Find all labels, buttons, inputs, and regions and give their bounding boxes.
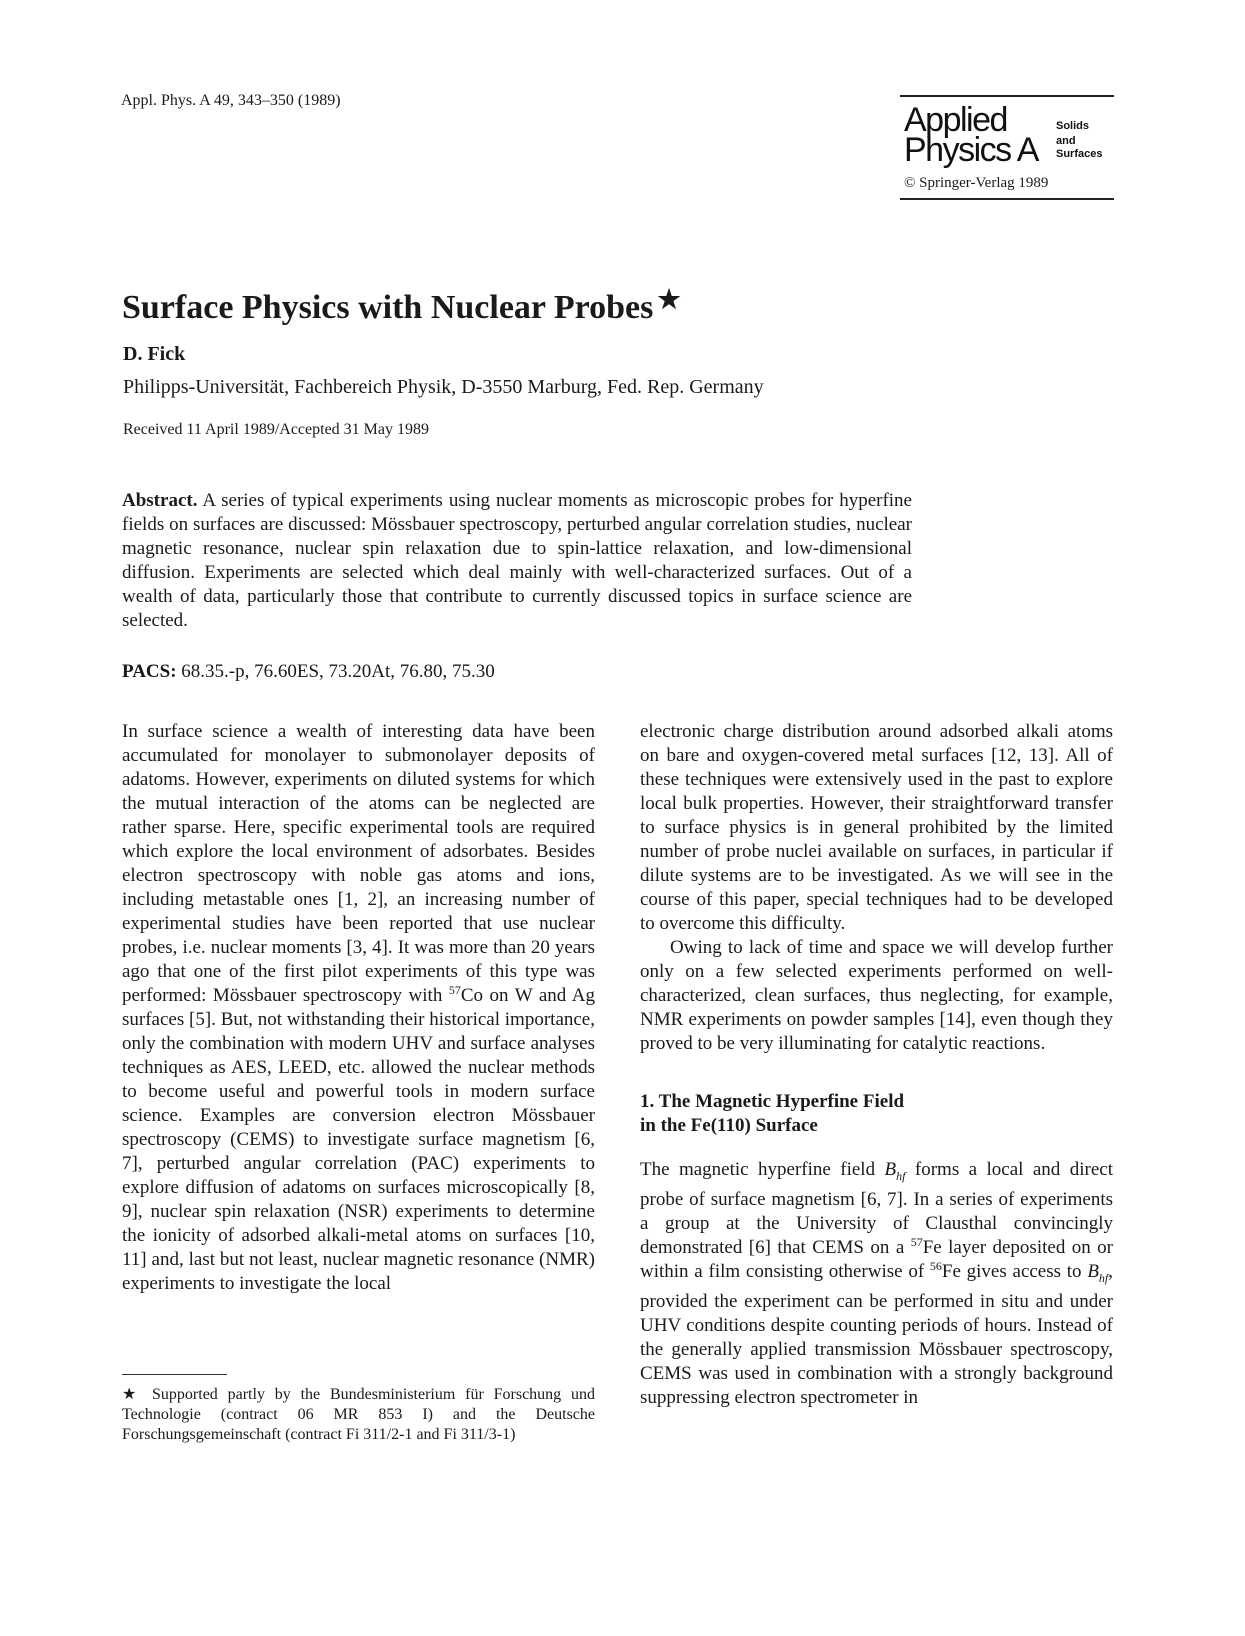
- logo-small-solids: Solids: [1056, 120, 1090, 132]
- copyright-line: © Springer-Verlag 1989: [904, 175, 1049, 191]
- logo-bottom-rule: [900, 198, 1114, 200]
- pacs-line: [122, 661, 495, 683]
- abstract: [122, 489, 912, 633]
- isotope-superscript-57: 57: [910, 1234, 923, 1249]
- left-column: [122, 720, 595, 1296]
- paragraph-owing: Owing to lack of time and space we will develop further only on a few selected experiments performed on well-characterized, clean surfaces, thus neglecting, for example, NMR experiments on powder samples [14], even though they proved to be very illuminating for catalytic reactions.: [640, 937, 1113, 1054]
- logo-small-surfaces: Surfaces: [1056, 148, 1103, 160]
- section-heading-line2: in the Fe(110) Surface: [640, 1115, 818, 1136]
- section-heading: [640, 1090, 1113, 1138]
- bhf-symbol: [884, 1159, 906, 1183]
- bhf-subscript: hf: [896, 1168, 906, 1183]
- received-dates: Received 11 April 1989/Accepted 31 May 1989: [123, 421, 429, 438]
- bhf-symbol-2: [1087, 1260, 1109, 1285]
- footnote-star: ★: [122, 1386, 143, 1403]
- section-text-part1: The magnetic hyperfine field: [640, 1159, 885, 1180]
- abstract-label: Abstract.: [122, 490, 198, 511]
- author-affiliation: Philipps-Universität, Fachbereich Physik, D-3550 Marburg, Fed. Rep. Germany: [123, 376, 764, 398]
- section-heading-line1: 1. The Magnetic Hyperfine Field: [640, 1091, 905, 1112]
- intro-text-part1: In surface science a wealth of interesting data have been accumulated for monolayer to submonolayer deposits of adatoms. However, experiments on diluted systems for which the mutual interaction of the atoms can be neglected are rather sparse. Here, specific experimental tools are required which explore the local environment of adsorbates. Besides electron spectroscopy with noble gas atoms and ions, including metastable ones [1, 2], an increasing number of experimental studies have been reported that use nuclear probes, i.e. nuclear moments [3, 4]. It was more than 20 years ago that one of the first pilot experiments of this type was performed: Mössbauer spectroscopy with: [122, 721, 595, 1006]
- article-title: [122, 285, 681, 327]
- bhf-letter-2: B: [1087, 1260, 1099, 1282]
- right-column: [640, 720, 1113, 1410]
- footnote-text: Supported partly by the Bundesministerium für Forschung und Technologie (contract 06 MR 853 I) and the Deutsche Forschungsgemeinschaft (contract Fi 311/2-1 and Fi 311/3-1): [122, 1386, 596, 1443]
- footnote: [122, 1385, 595, 1445]
- paragraph-continued: electronic charge distribution around adsorbed alkali atoms on bare and oxygen-covered metal surfaces [12, 13]. All of these techniques were extensively used in the past to explore local bulk properties. However, their straightforward transfer to surface physics is in general prohibited by the limited number of probe nuclei available on surfaces, in particular if dilute systems are to be investigated. As we will see in the course of this paper, special techniques had to be developed to overcome this difficulty.: [640, 721, 1113, 934]
- section-text-part4: Fe gives access to: [941, 1260, 1088, 1282]
- section-text-part3: Fe layer deposited on or within a film consisting otherwise of: [640, 1236, 1113, 1282]
- intro-paragraph: [122, 720, 595, 1296]
- section-text-part2: forms a local and direct probe of surface magnetism [6, 7]. In a series of experiments a group at the University of Clausthal convincingly demonstrated [6] that CEMS on a: [640, 1159, 1113, 1258]
- pacs-codes: 68.35.-p, 76.60ES, 73.20At, 76.80, 75.30: [176, 661, 495, 682]
- section-paragraph: [640, 1158, 1113, 1410]
- bhf-subscript-2: hf: [1098, 1270, 1109, 1285]
- section-text-part5: , provided the experiment can be performed in situ and under UHV conditions despite counting periods of hours. Instead of the generally applied transmission Mössbauer spectroscopy, CEMS was used in combination with a strongly background suppressing electron spectrometer in: [640, 1260, 1114, 1408]
- title-text: Surface Physics with Nuclear Probes: [122, 289, 654, 326]
- isotope-superscript-56: 56: [929, 1258, 942, 1273]
- title-footnote-star: ★: [657, 285, 681, 314]
- pacs-label: PACS:: [122, 661, 177, 682]
- abstract-text: A series of typical experiments using nuclear moments as microscopic probes for hyperfine fields on surfaces are discussed: Mössbauer spectroscopy, perturbed angular correlation studies, nuclear magnetic resonance, nuclear spin relaxation due to spin-lattice relaxation, and low-dimensional diffusion. Experiments are selected which deal mainly with well-characterized surfaces. Out of a wealth of data, particularly those that contribute to currently discussed topics in surface science are selected.: [122, 490, 912, 631]
- logo-small-and: and: [1056, 135, 1076, 147]
- bhf-letter: B: [884, 1159, 897, 1180]
- logo-word-applied: Applied: [904, 101, 1007, 139]
- intro-text-part2: Co on W and Ag surfaces [5]. But, not withstanding their historical importance, only the combination with modern UHV and surface analyses techniques as AES, LEED, etc. allowed the nuclear methods to become useful and powerful tools in modern surface science. Examples are conversion electron Mössbauer spectroscopy (CEMS) to investigate surface magnetism [6, 7], perturbed angular correlation (PAC) experiments to explore diffusion of adatoms on surfaces microscopically [8, 9], nuclear spin relaxation (NSR) experiments to determine the ionicity of adsorbed alkali-metal atoms on surfaces [10, 11] and, last but not least, nuclear magnetic resonance (NMR) experiments to investigate the local: [122, 985, 595, 1294]
- footnote-rule: [122, 1374, 227, 1375]
- journal-logo: [900, 95, 1114, 200]
- isotope-superscript: 57: [448, 983, 461, 997]
- logo-wordmark: [900, 101, 1114, 169]
- logo-word-physics: Physics A: [904, 131, 1038, 169]
- author-name: D. Fick: [123, 343, 186, 365]
- journal-citation: Appl. Phys. A 49, 343–350 (1989): [121, 92, 341, 109]
- logo-top-rule: [900, 95, 1114, 97]
